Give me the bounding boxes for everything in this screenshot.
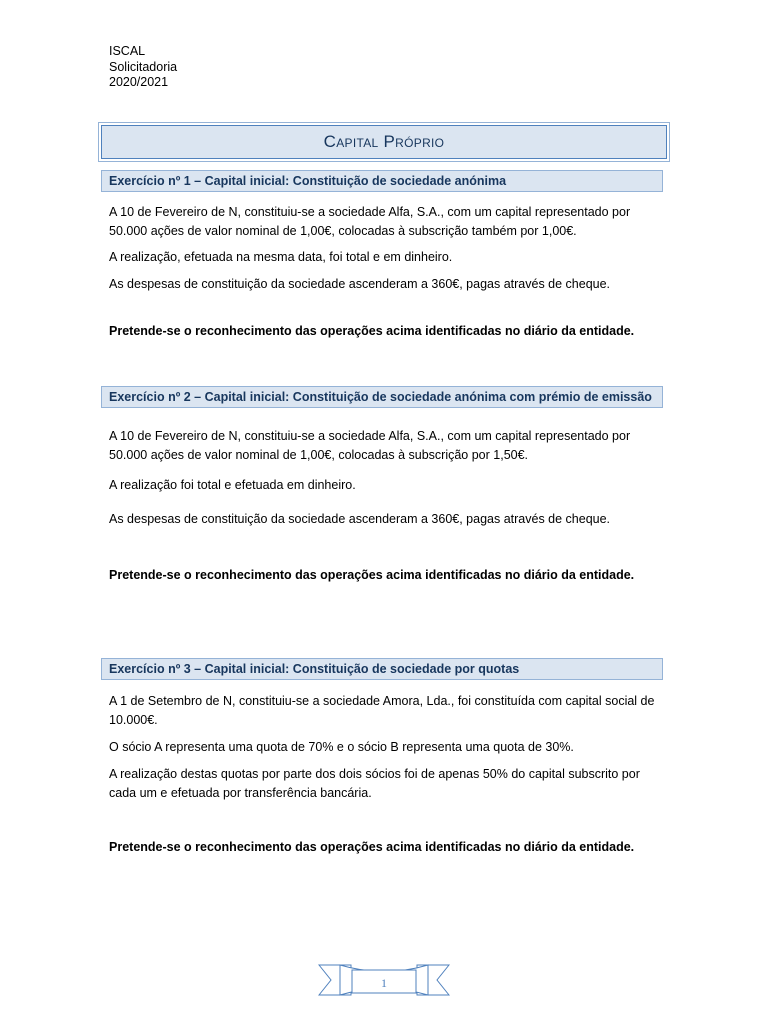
exercise-1-paragraph-3: As despesas de constituição da sociedade ascenderam a 360€, pagas através de cheque. xyxy=(109,277,611,291)
exercise-2-request: Pretende-se o reconhecimento das operações acima identificadas no diário da entidade. xyxy=(109,568,635,582)
exercise-1-heading: Exercício nº 1 – Capital inicial: Constituição de sociedade anónima xyxy=(101,170,663,192)
exercise-1-request: Pretende-se o reconhecimento das operações acima identificadas no diário da entidade. xyxy=(109,324,635,338)
academic-year: 2020/2021 xyxy=(109,75,169,89)
exercise-3-paragraph-3: A realização destas quotas por parte dos dois sócios foi de apenas 50% do capital subscrito por cada um e efetuada por transferência bancária. xyxy=(109,767,640,800)
exercise-2-heading: Exercício nº 2 – Capital inicial: Constituição de sociedade anónima com prémio de emissão xyxy=(101,386,663,408)
exercise-1-paragraph-1: A 10 de Fevereiro de N, constituiu-se a sociedade Alfa, S.A., com um capital representado por 50.000 ações de valor nominal de 1,00€, colocadas à subscrição também por 1,00€. xyxy=(109,205,631,238)
exercise-2-paragraph-3: As despesas de constituição da sociedade ascenderam a 360€, pagas através de cheque. xyxy=(109,512,611,526)
institution-name: ISCAL xyxy=(109,44,146,58)
course-name: Solicitadoria xyxy=(109,59,178,74)
exercise-3-heading: Exercício nº 3 – Capital inicial: Constituição de sociedade por quotas xyxy=(101,658,663,680)
document-title: Capital Próprio xyxy=(323,132,445,151)
exercise-3-paragraph-2: O sócio A representa uma quota de 70% e o sócio B representa uma quota de 30%. xyxy=(109,740,574,754)
exercise-1-paragraph-2: A realização, efetuada na mesma data, foi total e em dinheiro. xyxy=(109,250,453,264)
document-title-box xyxy=(101,125,667,159)
page-number: 1 xyxy=(381,976,387,990)
exercise-2-paragraph-2: A realização foi total e efetuada em dinheiro. xyxy=(109,478,356,492)
exercise-3-paragraph-1: A 1 de Setembro de N, constituiu-se a sociedade Amora, Lda., foi constituída com capital social de 10.000€. xyxy=(109,694,655,727)
document-header xyxy=(109,44,177,91)
exercise-2-paragraph-1: A 10 de Fevereiro de N, constituiu-se a sociedade Alfa, S.A., com um capital representado por 50.000 ações de valor nominal de 1,00€, colocadas à subscrição por 1,50€. xyxy=(109,429,631,462)
exercise-3-request: Pretende-se o reconhecimento das operações acima identificadas no diário da entidade. xyxy=(109,840,635,854)
